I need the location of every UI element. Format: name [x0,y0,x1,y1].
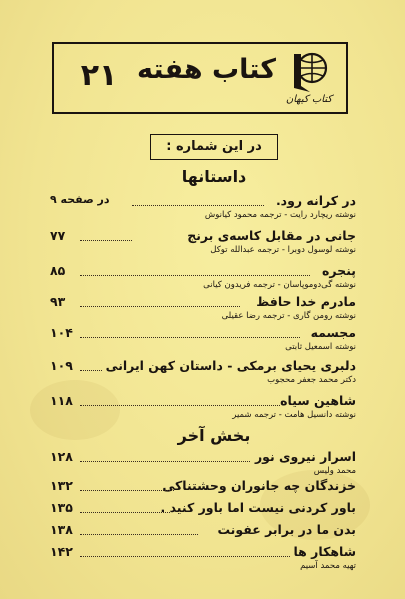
toc-entry [50,478,356,500]
entry-title: مادرم خدا حافظ [256,294,356,309]
toc-entry [50,500,356,522]
toc-entry [50,522,356,544]
entry-title: بدن ما در برابر عفونت [217,522,356,537]
toc-entry [50,325,356,355]
toc-entry [50,193,356,223]
entry-page: ۸۵ [50,263,66,278]
entry-title: خزندگان چه جانوران وحشتناکی [162,478,356,493]
entry-page: ۷۷ [50,228,66,243]
dotted-leader [132,205,264,206]
entry-credit: نوشته لوسول دوبرا - ترجمه عبدالله توکل [210,245,356,255]
entry-credit: نوشته گی‌دوموپاسان - ترجمه فریدون کیانی [203,280,356,290]
dotted-leader [80,337,300,338]
entry-title: پنجره [322,263,356,278]
entry-page: ۱۳۸ [50,522,73,537]
toc-entry [50,393,356,423]
in-this-issue-heading: در این شماره : [150,134,278,160]
entry-credit: محمد ولیس [313,466,356,476]
entry-page: ۹۳ [50,294,66,309]
dotted-leader [80,275,310,276]
entry-page: ۱۰۴ [50,325,73,340]
toc-entry [50,544,356,574]
dotted-leader [80,240,132,241]
magazine-title: کتاب هفته [137,54,276,85]
globe-logo-icon [290,50,332,94]
dotted-leader [80,461,250,462]
entry-page: ۱۰۹ [50,358,73,373]
entry-credit: تهیه محمد آسیم [300,561,356,571]
toc-entry [50,263,356,293]
masthead-box [52,42,348,114]
entry-credit: دکتر محمد جعفر محجوب [267,375,356,385]
toc-entry [50,228,356,258]
dotted-leader [80,306,240,307]
toc-entry [50,449,356,479]
entry-page: ۱۴۲ [50,544,73,559]
entry-page: ۱۱۸ [50,393,73,408]
publisher-logo-text: کتاب کیهان [285,94,333,105]
dotted-leader [80,405,280,406]
entry-title: دلبری یحیای برمکی - داستان کهن ایرانی [105,358,356,373]
entry-page: در صفحه ۹ [50,193,110,206]
dotted-leader [80,370,102,371]
entry-title: باور کردنی نیست اما باور کنید . [160,500,356,515]
dotted-leader [80,512,170,513]
dotted-leader [80,556,290,557]
entry-title: اسرار نیروی نور [254,449,356,464]
entry-title: مجسمه [310,325,356,340]
entry-page: ۱۲۸ [50,449,73,464]
dotted-leader [80,490,174,491]
entry-page: ۱۳۲ [50,478,73,493]
entry-credit: نوشته دانسیل هامت - ترجمه شمیر [232,410,356,420]
entry-credit: نوشته ریچارد رایت - ترجمه محمود کیانوش [204,210,356,220]
entry-page: ۱۳۵ [50,500,73,515]
entry-title: جانی در مقابل کاسه‌ی برنج [187,228,356,243]
issue-number: ۲۱ [80,58,118,93]
entry-title: شاهین سیاه [280,393,356,408]
section-heading-stories: داستانها [181,167,247,186]
toc-entry [50,358,356,388]
section-heading-last-part: بخش آخر [177,426,251,445]
dotted-leader [80,534,198,535]
entry-title: در کرانه رود. [275,193,356,208]
entry-credit: نوشته رومن گاری - ترجمه رضا عقیلی [221,311,356,321]
toc-entry [50,294,356,324]
entry-title: شاهکار ها [293,544,356,559]
entry-credit: نوشته اسمعیل ثابتی [285,342,356,352]
